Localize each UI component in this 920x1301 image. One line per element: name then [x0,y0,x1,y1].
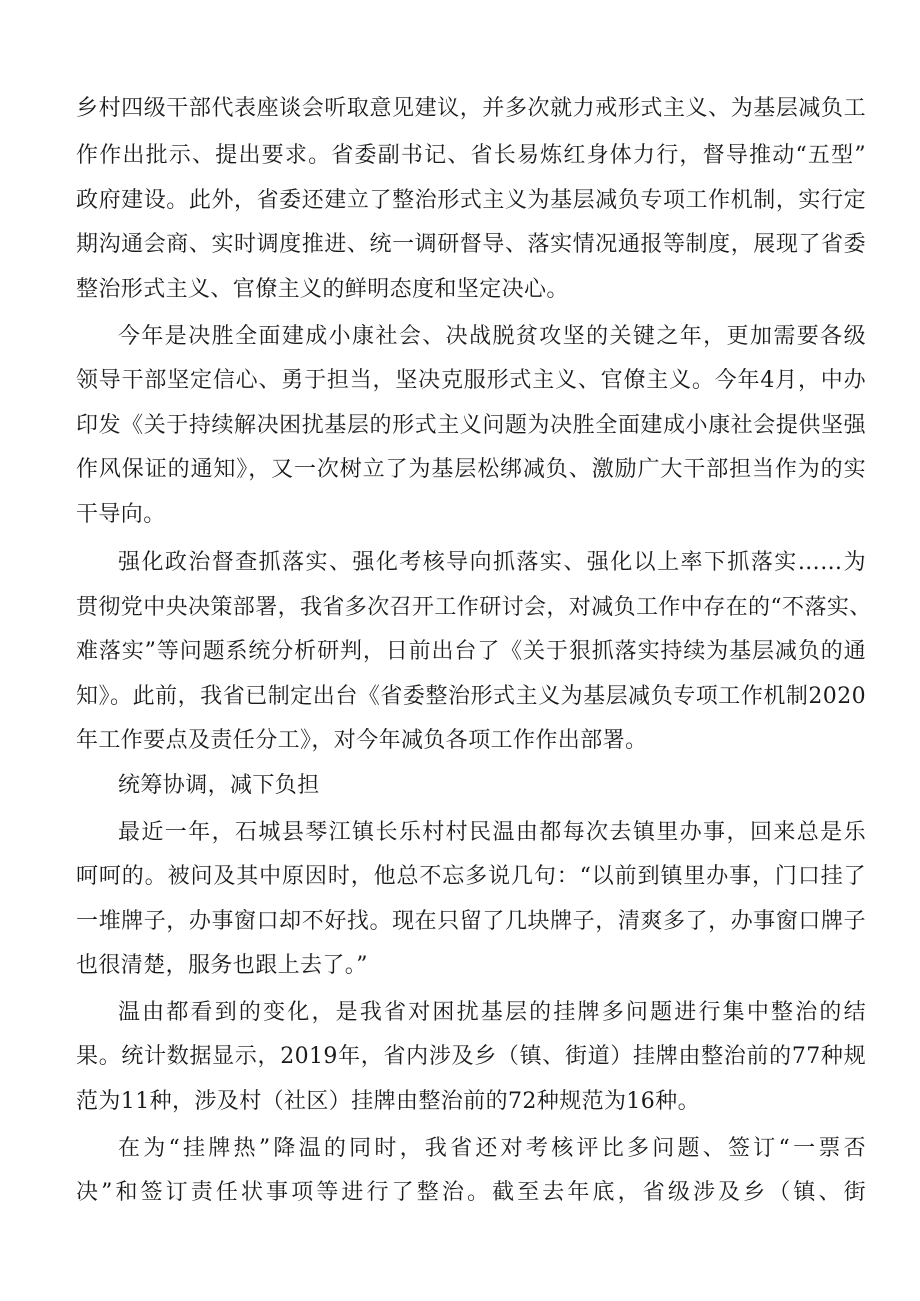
text-line: 今年是决胜全面建成小康社会、决战脱贫攻坚的关键之年，更加需要各级 [118,324,866,349]
text-line: 乡村四级干部代表座谈会听取意见建议，并多次就力戒形式主义、为基层减负工 [76,96,866,121]
text-line: 政府建设。此外，省委还建立了整治形式主义为基层减负专项工作机制，实行定 [76,188,866,213]
text-line: 强化政治督查抓落实、强化考核导向抓落实、强化以上率下抓落实……为 [118,550,866,575]
text-line: 干导向。 [76,502,166,527]
text-line: 也很清楚，服务也跟上去了。” [76,953,368,978]
text-line: 果。统计数据显示，2019年，省内涉及乡（镇、街道）挂牌由整治前的77种规 [76,1044,866,1069]
text-line: 期沟通会商、实时调度推进、统一调研督导、落实情况通报等制度，展现了省委 [76,232,866,257]
text-line: 决”和签订责任状事项等进行了整治。截至去年底，省级涉及乡（镇、街 [76,1180,866,1205]
section-heading: 统筹协调，减下负担 [118,773,320,798]
text-line: 知》。此前，我省已制定出台《省委整治形式主义为基层减负专项工作机制2020 [76,684,866,709]
text-line: 范为11种，涉及村（社区）挂牌由整治前的72种规范为16种。 [76,1089,700,1114]
text-line: 年工作要点及责任分工》，对今年减负各项工作作出部署。 [76,728,648,753]
text-line: 作风保证的通知》，又一次树立了为基层松绑减负、激励广大干部担当作为的实 [76,457,866,482]
text-line: 温由都看到的变化，是我省对困扰基层的挂牌多问题进行集中整治的结 [118,1000,866,1025]
text-line: 呵呵的。被问及其中原因时，他总不忘多说几句：“以前到镇里办事，门口挂了 [76,864,866,889]
text-line: 整治形式主义、官僚主义的鲜明态度和坚定决心。 [76,277,569,302]
text-line: 贯彻党中央决策部署，我省多次召开工作研讨会，对减负工作中存在的“不落实、 [76,595,872,620]
text-line: 印发《关于持续解决困扰基层的形式主义问题为决胜全面建成小康社会提供坚强 [76,413,866,438]
text-line: 领导干部坚定信心、勇于担当，坚决克服形式主义、官僚主义。今年4月，中办 [76,368,866,393]
text-line: 最近一年，石城县琴江镇长乐村村民温由都每次去镇里办事，回来总是乐 [118,820,866,845]
text-line: 作作出批示、提出要求。省委副书记、省长易炼红身体力行，督导推动“五型” [76,143,866,168]
text-line: 在为“挂牌热”降温的同时，我省还对考核评比多问题、签订“一票否 [118,1136,866,1161]
text-line: 难落实”等问题系统分析研判，日前出台了《关于狠抓落实持续为基层减负的通 [76,639,866,664]
text-line: 一堆牌子，办事窗口却不好找。现在只留了几块牌子，清爽多了，办事窗口牌子 [76,909,866,934]
